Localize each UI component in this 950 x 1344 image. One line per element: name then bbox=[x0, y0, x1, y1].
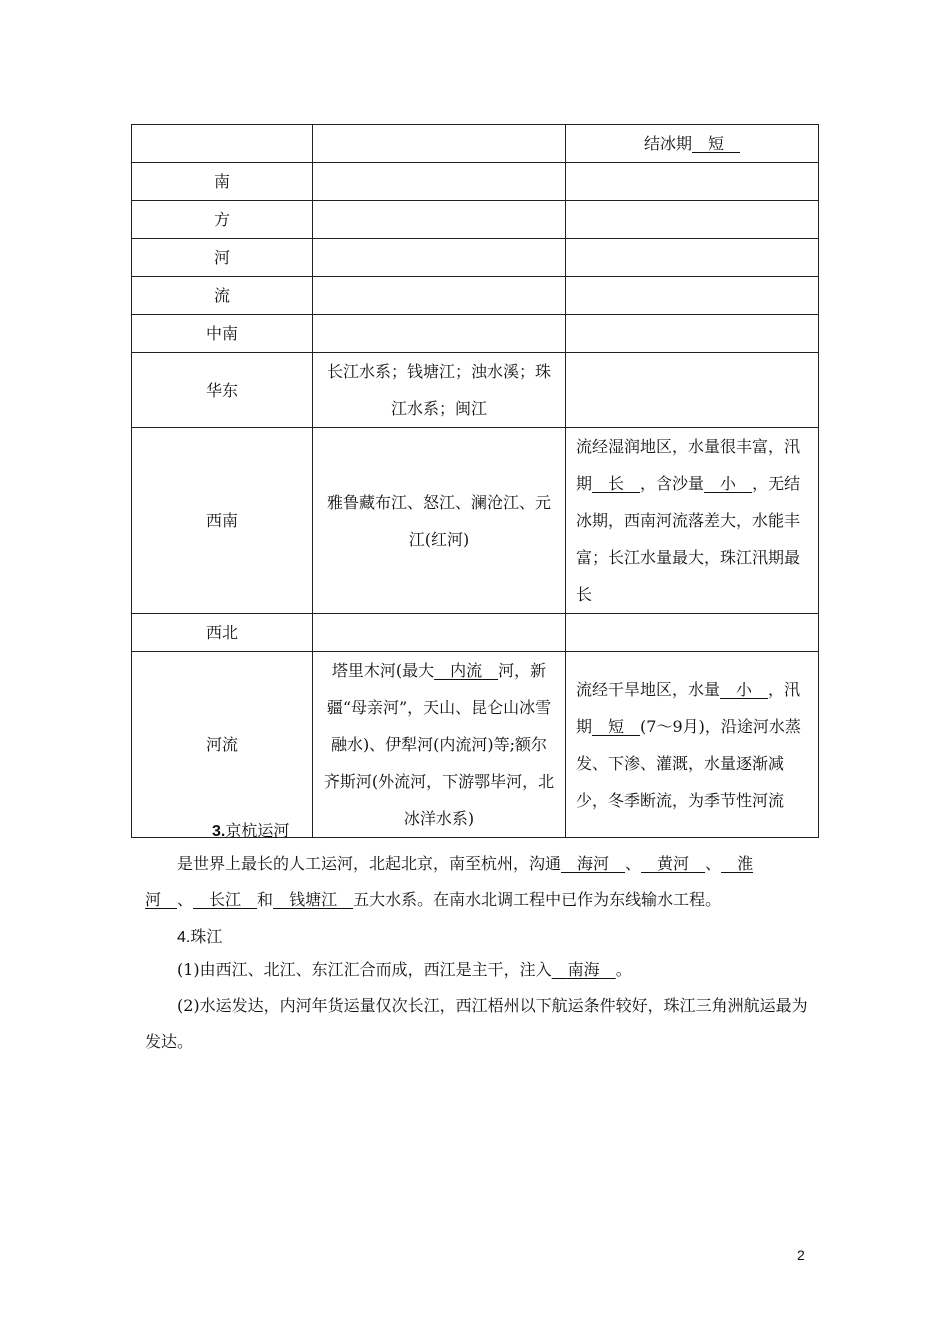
fill-blank: 钱塘江 bbox=[289, 890, 338, 909]
table-row bbox=[132, 652, 819, 838]
rivers-cell: 长江水系；钱塘江；浊水溪；珠江水系；闽江 bbox=[313, 353, 566, 428]
table-cell bbox=[132, 125, 313, 163]
fill-blank: 短 bbox=[608, 716, 625, 736]
table-cell bbox=[566, 125, 819, 163]
section-3-paragraph: 是世界上最长的人工运河，北起北京，南至杭州，沟通 海河 、 黄河 、 淮河 、 长江 和 钱塘江 五大水系。在南水北调工程中已作为东线输水工程。 bbox=[145, 854, 754, 909]
fill-blank: 海河 bbox=[577, 854, 610, 873]
region-cell: 西北 bbox=[132, 614, 313, 652]
fill-blank: 小 bbox=[720, 474, 737, 493]
table-cell bbox=[313, 125, 566, 163]
fill-blank: 长 bbox=[608, 474, 625, 493]
region-cell: 中南 bbox=[132, 315, 313, 353]
section-4-item-2: (2)水运发达，内河年货运量仅次长江，西江梧州以下航运条件较好，珠江三角洲航运最为发达。 bbox=[145, 996, 808, 1051]
rivers-cell: 塔里木河(最大 内流 河，新疆“母亲河”，天山、昆仑山冰雪融水)、伊犁河(内流河)等;额尔齐斯河(外流河，下游鄂毕河，北冰洋水系) bbox=[313, 652, 566, 838]
region-cell: 流 bbox=[132, 277, 313, 315]
fill-blank: 短 bbox=[708, 134, 725, 153]
table-row bbox=[132, 239, 819, 277]
region-cell: 西南 bbox=[132, 428, 313, 614]
fill-blank: 内流 bbox=[450, 661, 483, 680]
rivers-cell: 雅鲁藏布江、怒江、澜沧江、元江(红河) bbox=[313, 428, 566, 614]
table-row bbox=[132, 277, 819, 315]
table-row bbox=[132, 125, 819, 163]
region-cell: 华东 bbox=[132, 353, 313, 428]
section-4-item-1: (1)由西江、北江、东江汇合而成，西江是主干，注入 南海 。 bbox=[177, 960, 632, 979]
region-cell: 河流 bbox=[132, 652, 313, 838]
region-cell: 河 bbox=[132, 239, 313, 277]
features-cell: 流经湿润地区，水量很丰富，汛期 长 ，含沙量 小 ，无结冰期，西南河流落差大，水能丰富；长江水量最大，珠江汛期最长 bbox=[566, 428, 819, 614]
rivers-table bbox=[131, 124, 819, 838]
features-cell: 流经干旱地区，水量 小 ，汛期 短 (7～9月)，沿途河水蒸发、下渗、灌溉，水量逐渐减少，冬季断流，为季节性河流 bbox=[566, 652, 819, 838]
region-cell: 南 bbox=[132, 163, 313, 201]
table-row bbox=[132, 201, 819, 239]
freeze-period-label: 结冰期 bbox=[643, 134, 692, 153]
fill-blank: 黄河 bbox=[657, 854, 690, 873]
region-cell: 方 bbox=[132, 201, 313, 239]
fill-blank: 长江 bbox=[209, 890, 242, 909]
table-row bbox=[132, 614, 819, 652]
table-row bbox=[132, 315, 819, 353]
page-number: 2 bbox=[797, 1247, 805, 1263]
table-row bbox=[132, 428, 819, 614]
table-row bbox=[132, 353, 819, 428]
fill-blank: 淮河 bbox=[145, 854, 754, 909]
fill-blank: 小 bbox=[736, 679, 753, 699]
fill-blank: 南海 bbox=[567, 960, 600, 979]
section-3-heading: 3.京杭运河 bbox=[212, 821, 290, 840]
table-row bbox=[132, 163, 819, 201]
section-4-heading: 4.珠江 bbox=[177, 927, 223, 946]
